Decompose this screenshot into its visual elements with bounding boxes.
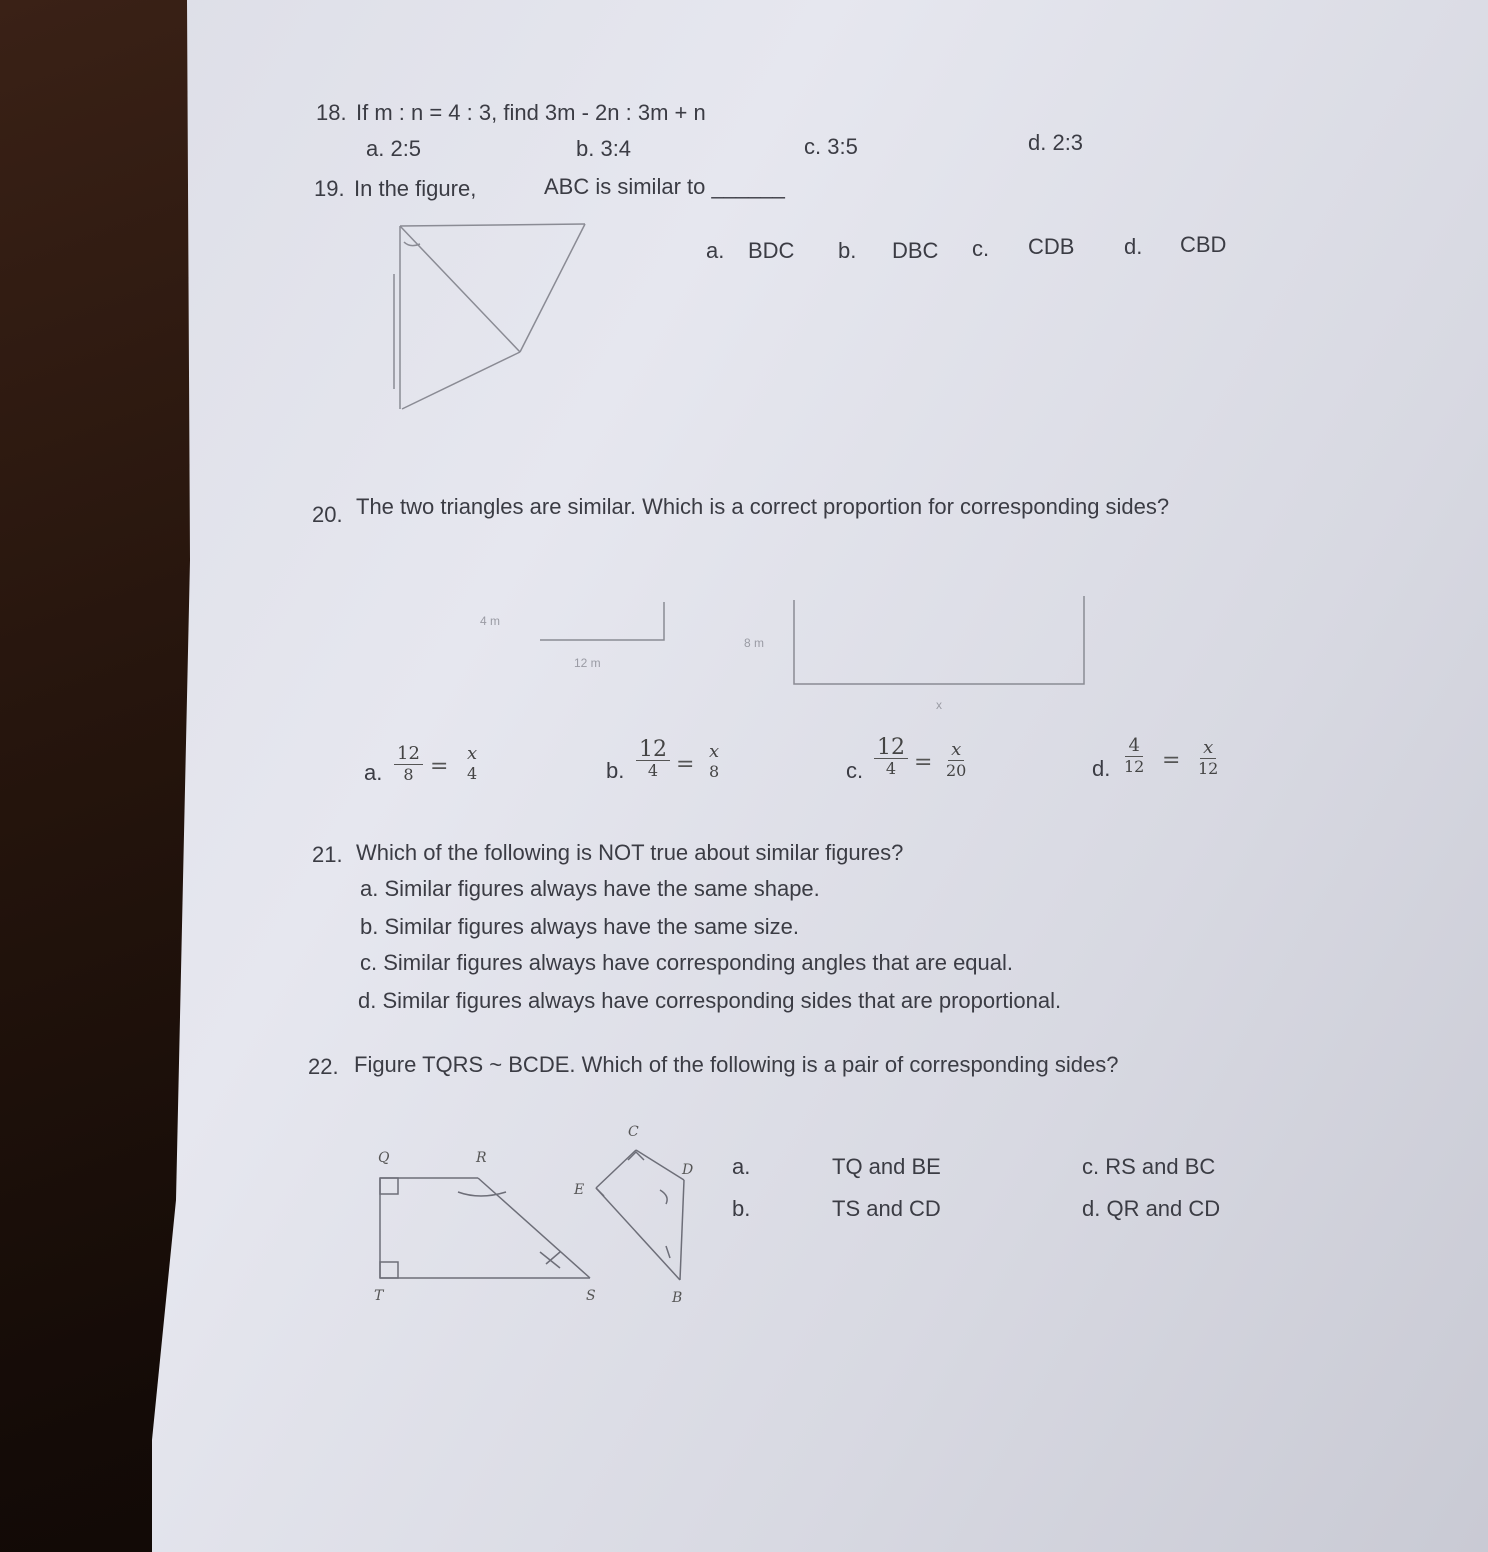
q20-d-right-num: x [1200, 738, 1216, 759]
q18-choice-a: a. 2:5 [366, 136, 422, 161]
q19-text-before: In the figure, [354, 176, 477, 201]
q19-text-after: ABC is similar to ______ [544, 174, 785, 199]
q20-b-right-num: x [709, 741, 720, 762]
q19-choice-c-text: CDB [1028, 234, 1075, 259]
q20-large-figure [786, 590, 1090, 690]
q22-label-r: R [476, 1150, 487, 1166]
q20-choice-b-right-frac [706, 742, 722, 782]
q20-number: 20. [312, 502, 343, 527]
q20-choice-a-letter: a. [364, 760, 383, 785]
q22-label-c: C [628, 1124, 639, 1140]
q19-choice-b-text: DBC [892, 238, 939, 263]
q18-choice-d: d. 2:3 [1028, 130, 1084, 155]
q21-choice-a: a. Similar figures always have the same shape. [360, 876, 820, 901]
q20-b-left-den: 4 [647, 761, 659, 780]
q22-text: Figure TQRS ~ BCDE. Which of the following is a pair of corresponding sides? [354, 1052, 1119, 1077]
q20-d-left-den: 12 [1124, 757, 1145, 776]
q19-number: 19. [314, 176, 345, 201]
q18-text: If m : n = 4 : 3, find 3m - 2n : 3m + n [356, 100, 706, 125]
q20-a-right-num: x [467, 743, 478, 764]
q19-figure [380, 214, 610, 414]
q18-choice-c: c. 3:5 [804, 134, 858, 159]
q22-choice-d-text: d. QR and CD [1082, 1196, 1221, 1221]
q20-choice-b-letter: b. [606, 758, 625, 783]
q20-choice-c-letter: c. [846, 758, 864, 783]
q22-figures [370, 1140, 700, 1310]
q22-label-t: T [374, 1288, 384, 1304]
q21-text: Which of the following is NOT true about similar figures? [356, 840, 904, 865]
q20-choice-d-left-frac [1124, 736, 1144, 777]
q20-c-right-num: x [948, 740, 964, 761]
q20-choice-a-left-frac [394, 744, 423, 785]
q20-small-base-label: 12 m [574, 656, 601, 670]
q20-a-left-den: 8 [403, 765, 414, 784]
q20-d-right-den: 12 [1198, 759, 1219, 778]
q22-label-b: B [672, 1290, 683, 1306]
q18-choice-b: b. 3:4 [576, 136, 632, 161]
q20-c-right-den: 20 [946, 761, 967, 780]
q20-b-right-den: 8 [708, 762, 720, 781]
q20-a-right-den: 4 [466, 764, 478, 783]
q19-choice-d-letter: d. [1124, 234, 1143, 259]
q20-small-side-label: 4 m [480, 614, 501, 628]
q22-choice-a-letter: a. [732, 1154, 751, 1179]
q20-choice-a-right-frac [464, 744, 480, 784]
q20-d-left-num: 4 [1125, 736, 1142, 757]
q20-choice-c-left-frac [874, 735, 908, 779]
q19-choice-c-letter: c. [972, 236, 990, 261]
q22-label-s: S [586, 1288, 596, 1304]
q20-a-equals: = [430, 754, 449, 779]
q19-choice-d-text: CBD [1180, 232, 1227, 257]
q21-choice-d: d. Similar figures always have corresponding sides that are proportional. [358, 988, 1062, 1013]
q20-large-base-label: x [936, 698, 942, 712]
q20-c-left-num: 12 [874, 738, 908, 759]
q22-number: 22. [308, 1054, 339, 1079]
q22-label-e: E [574, 1182, 585, 1198]
q22-label-q: Q [378, 1150, 390, 1166]
q18-number: 18. [316, 100, 347, 125]
q19-choice-a-letter: a. [706, 238, 725, 263]
q22-choice-b-text: TS and CD [832, 1196, 941, 1221]
q20-small-figure [530, 596, 670, 650]
q21-number: 21. [312, 842, 343, 867]
q22-choice-c-text: c. RS and BC [1082, 1154, 1216, 1179]
q22-choice-b-letter: b. [732, 1196, 751, 1221]
q20-choice-c-right-frac [946, 740, 966, 781]
q20-choice-d-letter: d. [1092, 756, 1111, 781]
q20-large-side-label: 8 m [744, 636, 765, 650]
q20-b-equals: = [676, 752, 695, 777]
q21-choice-b: b. Similar figures always have the same size. [360, 914, 799, 939]
q20-text: The two triangles are similar. Which is a correct proportion for corresponding sides? [356, 494, 1170, 519]
q20-c-left-den: 4 [885, 759, 897, 778]
q19-choice-b-letter: b. [838, 238, 857, 263]
q20-choice-b-left-frac [636, 737, 670, 781]
q22-label-d: D [682, 1162, 694, 1178]
q20-b-left-num: 12 [636, 740, 670, 761]
q20-a-left-num: 12 [394, 744, 423, 765]
q20-choice-d-right-frac [1198, 738, 1218, 779]
q21-choice-c: c. Similar figures always have corresponding angles that are equal. [360, 950, 1014, 975]
q20-d-equals: = [1162, 748, 1181, 773]
q19-choice-a-text: BDC [748, 238, 795, 263]
q22-choice-a-text: TQ and BE [832, 1154, 941, 1179]
q20-c-equals: = [914, 750, 933, 775]
